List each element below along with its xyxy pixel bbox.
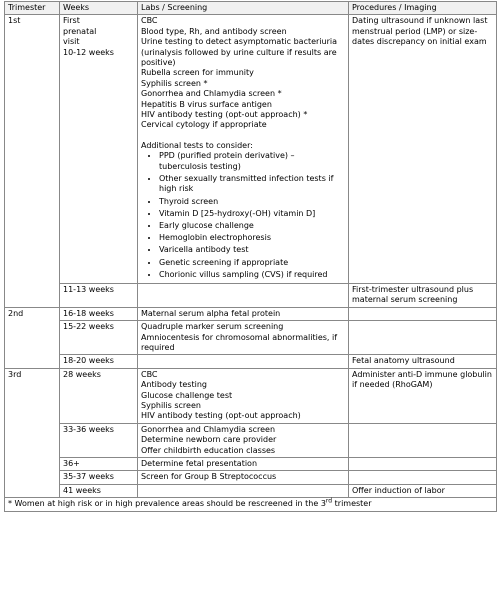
- list-item: • Hemoglobin electrophoresis: [159, 233, 345, 243]
- table-row: [5, 355, 497, 368]
- lab-item: HIV antibody testing (opt-out approach) *: [141, 110, 308, 120]
- labs-cell: [138, 484, 349, 497]
- procedures-cell: Fetal anatomy ultrasound: [349, 355, 497, 368]
- lab-item: Amniocentesis for chromosomal abnormalities, if required: [141, 332, 338, 352]
- labs-cell: [138, 283, 349, 307]
- labs-cell: Maternal serum alpha fetal protein: [138, 307, 349, 320]
- lab-item: Determine newborn care provider: [141, 435, 277, 445]
- table-row: [5, 321, 497, 355]
- procedures-cell: Offer induction of labor: [349, 484, 497, 497]
- labs-cell: Screen for Group B Streptococcus: [138, 471, 349, 484]
- table-row: [5, 368, 497, 423]
- lab-item: Syphilis screen: [141, 400, 201, 410]
- procedures-cell: [349, 307, 497, 320]
- lab-item: Quadruple marker serum screening: [141, 322, 284, 332]
- lab-item: Blood type, Rh, and antibody screen: [141, 26, 287, 36]
- procedures-cell: [349, 458, 497, 471]
- procedures-cell: First-trimester ultrasound plus maternal serum screening: [349, 283, 497, 307]
- lab-item: Gonorrhea and Chlamydia screen: [141, 424, 276, 434]
- table-row: [5, 484, 497, 497]
- list-item: • Chorionic villus sampling (CVS) if required: [159, 270, 345, 280]
- list-item: • Other sexually transmitted infection tests if high risk: [159, 174, 345, 195]
- table-row: [5, 471, 497, 484]
- trimester-cell: 2nd: [5, 307, 60, 368]
- labs-cell: [138, 321, 349, 355]
- procedures-cell: [349, 471, 497, 484]
- lab-item: Urine testing to detect asymptomatic bacteriuria (urinalysis followed by urine culture if results are positive): [141, 37, 338, 68]
- lab-item: Hepatitis B virus surface antigen: [141, 99, 272, 109]
- weeks-cell: 18-20 weeks: [60, 355, 138, 368]
- table-row: [5, 15, 497, 284]
- procedures-cell: Dating ultrasound if unknown last menstrual period (LMP) or size-dates discrepancy on initial exam: [349, 15, 497, 284]
- lab-item: Antibody testing: [141, 380, 207, 390]
- additional-tests-list: [141, 151, 345, 280]
- lab-item: Rubella screen for immunity: [141, 68, 254, 78]
- weeks-cell: 33-36 weeks: [60, 423, 138, 457]
- labs-cell: [138, 355, 349, 368]
- table-row: [5, 423, 497, 457]
- lab-item: CBC: [141, 16, 158, 26]
- header-trimester: Trimester: [5, 2, 60, 15]
- procedures-cell: [349, 321, 497, 355]
- trimester-cell: 1st: [5, 15, 60, 307]
- labs-cell: [138, 15, 349, 284]
- procedures-cell: Administer anti-D immune globulin if needed (RhoGAM): [349, 368, 497, 423]
- list-item: • Varicella antibody test: [159, 245, 345, 255]
- lab-item: Glucose challenge test: [141, 390, 233, 400]
- header-labs: Labs / Screening: [138, 2, 349, 15]
- weeks-cell: 28 weeks: [60, 368, 138, 423]
- header-procedures: Procedures / Imaging: [349, 2, 497, 15]
- lab-item: Offer childbirth education classes: [141, 445, 276, 455]
- weeks-cell: 16-18 weeks: [60, 307, 138, 320]
- weeks-cell: 35-37 weeks: [60, 471, 138, 484]
- lab-item: Gonorrhea and Chlamydia screen *: [141, 89, 282, 99]
- labs-cell: [138, 423, 349, 457]
- footnote: * Women at high risk or in high prevalence areas should be rescreened in the 3rd trimester: [5, 498, 497, 511]
- weeks-cell: First prenatal visit 10-12 weeks: [60, 15, 138, 284]
- footnote-row: [5, 498, 497, 511]
- labs-cell: [138, 368, 349, 423]
- procedures-cell: [349, 423, 497, 457]
- list-item: • Vitamin D [25-hydroxy(-OH) vitamin D]: [159, 209, 345, 219]
- trimester-cell: 3rd: [5, 368, 60, 497]
- list-item: • PPD (purified protein derivative) – tuberculosis testing): [159, 151, 345, 172]
- weeks-cell: 41 weeks: [60, 484, 138, 497]
- header-row: [5, 2, 497, 15]
- table-row: [5, 283, 497, 307]
- table-row: [5, 458, 497, 471]
- labs-cell: Determine fetal presentation: [138, 458, 349, 471]
- lab-item: HIV antibody testing (opt-out approach): [141, 411, 301, 421]
- lab-item: Syphilis screen *: [141, 78, 208, 88]
- list-item: • Thyroid screen: [159, 197, 345, 207]
- additional-tests-header: Additional tests to consider:: [141, 140, 253, 150]
- table-row: [5, 307, 497, 320]
- weeks-cell: 15-22 weeks: [60, 321, 138, 355]
- weeks-cell: 11-13 weeks: [60, 283, 138, 307]
- weeks-cell: 36+: [60, 458, 138, 471]
- list-item: • Genetic screening if appropriate: [159, 258, 345, 268]
- lab-item: CBC: [141, 369, 158, 379]
- header-weeks: Weeks: [60, 2, 138, 15]
- list-item: • Early glucose challenge: [159, 221, 345, 231]
- prenatal-care-table: [4, 1, 497, 512]
- lab-item: Cervical cytology if appropriate: [141, 120, 267, 130]
